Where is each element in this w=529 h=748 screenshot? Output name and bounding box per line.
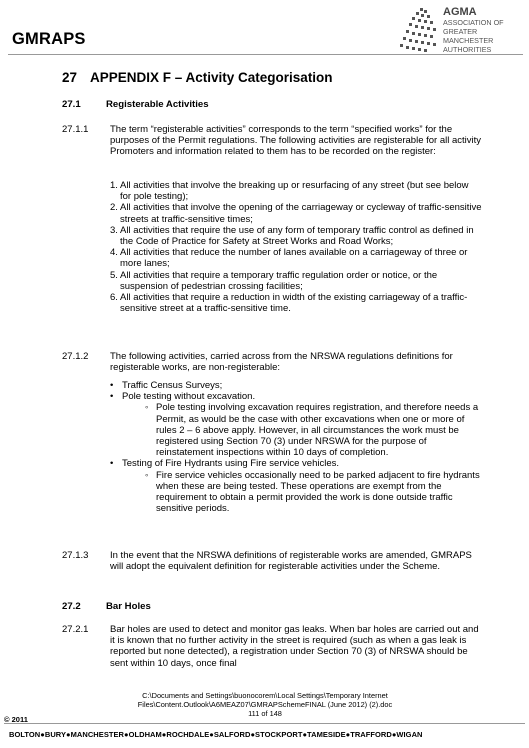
list-item	[110, 380, 482, 391]
sub-list-item-text: Pole testing involving excavation requires registration, and therefore needs a Permit, as would be the case with other excavations when one or more of rules 2 – 6 above apply. However, in all circumstances the work must be registered using Section 70 (3) under NRSWA for the purpose of reinstatement inspections within 10 days of completion.	[156, 402, 479, 459]
sub-list-item	[110, 470, 482, 515]
copyright: © 2011	[4, 715, 28, 724]
paragraph-number: 27.1.2	[62, 351, 89, 362]
list-item-text: Testing of Fire Hydrants using Fire service vehicles.	[122, 458, 339, 470]
list-item-text: Pole testing without excavation.	[122, 391, 256, 403]
section-title: APPENDIX F – Activity Categorisation	[90, 70, 333, 85]
list-item-text: All activities that involve the breaking up or resurfacing of any street (but see below for pole testing);	[120, 180, 469, 203]
bullet-icon: •	[110, 391, 114, 403]
logo-line-1: ASSOCIATION OF	[443, 18, 504, 27]
subsection-number: 27.1	[62, 99, 81, 110]
list-item-number: 4.	[110, 247, 118, 259]
list-item	[110, 270, 482, 292]
paragraph-27-1-3	[62, 550, 482, 572]
list-item-number: 6.	[110, 292, 118, 304]
footer-path-line-2: Files\Content.Outlook\A6MEAZ07\GMRAPSchemeFINAL (June 2012) (2).doc	[137, 700, 393, 709]
subsection-title: Registerable Activities	[106, 99, 209, 110]
page-number: 111 of 148	[248, 709, 282, 718]
paragraph-number: 27.2.1	[62, 624, 89, 635]
paragraph-number: 27.1.3	[62, 550, 89, 561]
list-item	[110, 391, 482, 402]
subsection-heading-27-1	[62, 99, 209, 110]
paragraph-text: In the event that the NRSWA definitions of registerable works are amended, GMRAPS will adopt the equivalent definition for registerable activities under the Scheme.	[110, 550, 472, 573]
list-item-text: All activities that require the use of any form of temporary traffic control as defined in the Code of Practice for Safety at Street Works and Road Works;	[120, 224, 474, 248]
circle-bullet-icon: ◦	[145, 402, 149, 414]
agma-logo	[394, 6, 524, 56]
list-item	[110, 202, 482, 224]
list-item	[110, 292, 482, 314]
footer-rule	[4, 723, 525, 724]
list-item-text: All activities that require a reduction in width of the existing carriageway of a traffic-sensitive street at a traffic-sensitive time.	[120, 292, 468, 315]
section-heading	[62, 70, 333, 85]
sub-list-item-text: Fire service vehicles occasionally need to be parked adjacent to fire hydrants when these are being tested. These operations are exempt from the requirement to obtain a permit provided the work is done outside traffic sensitive periods.	[156, 469, 480, 515]
logo-text	[443, 6, 524, 54]
circle-bullet-icon: ◦	[145, 469, 149, 481]
list-item-number: 5.	[110, 269, 118, 281]
footer-file-path	[60, 691, 470, 718]
logo-line-3: AUTHORITIES	[443, 45, 492, 54]
list-item-text: All activities that reduce the number of lanes available on a carriageway of three or more lanes;	[120, 247, 468, 270]
section-number: 27	[62, 70, 78, 85]
districts-line: BOLTON●BURY●MANCHESTER●OLDHAM●ROCHDALE●SALFORD●STOCKPORT●TAMESIDE●TRAFFORD●WIGAN	[9, 730, 423, 739]
paragraph-text: The term “registerable activities” corresponds to the term “specified works” for the purposes of the Permit regulations. The following activities are registerable for all activity Promoters and information related to them has to be recorded on the register:	[110, 124, 482, 158]
list-item	[110, 458, 482, 469]
subsection-title: Bar Holes	[106, 601, 151, 612]
footer-path-line-1: C:\Documents and Settings\buonocorem\Local Settings\Temporary Internet	[142, 691, 388, 700]
list-item-text: Traffic Census Surveys;	[122, 380, 223, 391]
paragraph-text: Bar holes are used to detect and monitor gas leaks. When bar holes are carried out and it is known that no further activity in the street is required (such as when a gas leak is reported but none detected), a registration under Section 70 (3) of NRSWA should be sent within 10 days, once final	[110, 624, 479, 669]
bullet-icon: •	[110, 458, 114, 470]
agma-logo-mark-icon	[394, 6, 440, 54]
subsection-heading-27-2	[62, 601, 151, 612]
paragraph-27-1-1	[62, 124, 482, 158]
paragraph-number: 27.1.1	[62, 124, 89, 135]
non-registerable-list	[110, 380, 482, 514]
registerable-activities-list	[110, 180, 482, 314]
list-item	[110, 225, 482, 247]
paragraph-27-2-1	[62, 624, 482, 669]
list-item	[110, 180, 482, 202]
logo-name: AGMA	[443, 6, 477, 18]
list-item-text: All activities that require a temporary traffic regulation order or notice, or the suspension of pedestrian crossing facilities;	[120, 269, 438, 292]
list-item	[110, 247, 482, 269]
logo-line-2: GREATER MANCHESTER	[443, 27, 494, 45]
paragraph-text: The following activities, carried across from the NRSWA regulations definitions for registerable works, are non-registerable:	[110, 351, 453, 374]
header-rule	[8, 54, 523, 55]
list-item-text: All activities that involve the opening of the carriageway or cycleway of traffic-sensitive streets at traffic-sensitive times;	[120, 202, 482, 225]
paragraph-27-1-2	[62, 351, 482, 373]
list-item-number: 2.	[110, 202, 118, 214]
subsection-number: 27.2	[62, 601, 81, 612]
list-item-number: 3.	[110, 224, 118, 236]
bullet-icon: •	[110, 380, 114, 391]
header-title: GMRAPS	[12, 30, 86, 48]
sub-list-item	[110, 402, 482, 458]
list-item-number: 1.	[110, 180, 118, 191]
